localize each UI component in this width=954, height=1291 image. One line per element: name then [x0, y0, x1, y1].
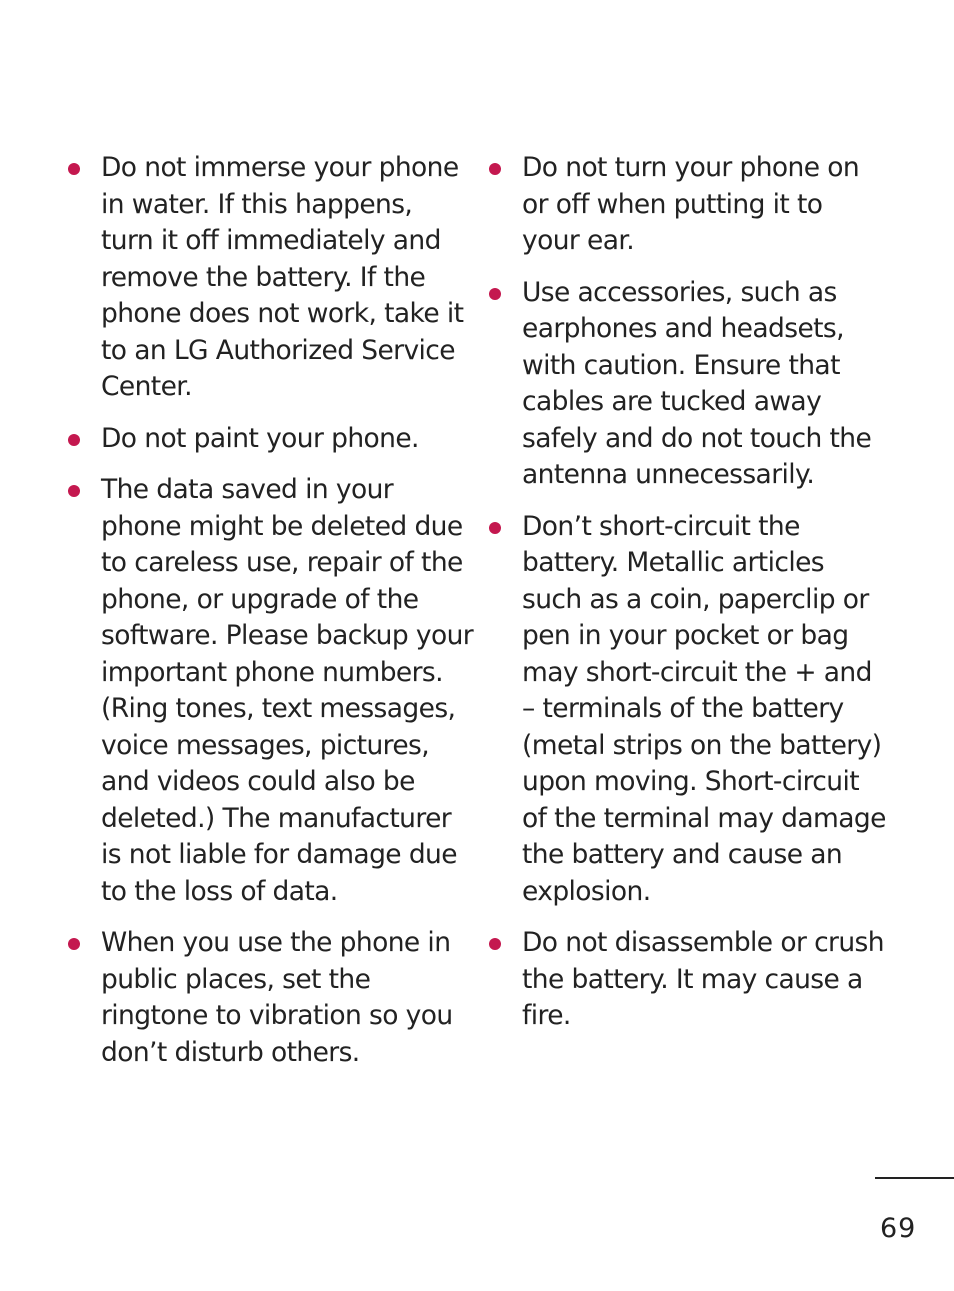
text-line: safely and do not touch the: [522, 422, 872, 454]
text-line: antenna unnecessarily.: [522, 459, 815, 490]
text-line: – terminals of the battery: [522, 693, 844, 724]
text-line: The data saved in your: [101, 474, 394, 505]
text-line: important phone numbers.: [101, 656, 443, 688]
text-line: Don’t short-circuit the: [522, 510, 800, 542]
text-line: phone, or upgrade of the: [101, 583, 419, 615]
text-line: phone does not work, take it: [101, 298, 464, 329]
text-line: and videos could also be: [101, 766, 415, 797]
text-line: upon moving. Short-circuit: [522, 766, 860, 797]
text-line: cables are tucked away: [522, 386, 822, 417]
text-line: in water. If this happens,: [101, 188, 413, 220]
text-line: the battery. It may cause a: [522, 963, 863, 995]
list-item: [66, 421, 446, 458]
text-line: with caution. Ensure that: [522, 349, 840, 381]
text-line: software. Please backup your: [101, 620, 474, 651]
text-line: of the terminal may damage: [522, 802, 886, 834]
text-line: such as a coin, paperclip or: [522, 583, 869, 615]
text-line: (Ring tones, text messages,: [101, 693, 456, 724]
footer-divider: [875, 1177, 954, 1179]
text-line: ringtone to vibration so you: [101, 1000, 453, 1031]
text-line: Do not paint your phone.: [101, 422, 419, 454]
text-line: battery. Metallic articles: [522, 547, 824, 578]
text-line: may short-circuit the + and: [522, 656, 872, 688]
text-line: pen in your pocket or bag: [522, 620, 849, 651]
list-item: [487, 150, 879, 260]
text-line: to the loss of data.: [101, 875, 338, 907]
text-line: Center.: [101, 371, 192, 402]
list-item: [66, 472, 474, 910]
list-item: [66, 150, 464, 406]
bullet-icon: [68, 485, 80, 497]
text-line: earphones and headsets,: [522, 313, 844, 344]
bullet-icon: [68, 434, 80, 446]
bullet-icon: [489, 938, 501, 950]
text-line: or off when putting it to: [522, 188, 823, 220]
text-line: to careless use, repair of the: [101, 547, 463, 578]
text-line: to an LG Authorized Service: [101, 334, 455, 366]
text-line: explosion.: [522, 875, 651, 907]
text-line: (metal strips on the battery): [522, 729, 882, 761]
text-line: is not liable for damage due: [101, 839, 457, 870]
page-number: 69: [880, 1213, 917, 1244]
text-line: fire.: [522, 1000, 571, 1031]
left-column: [66, 150, 474, 1086]
text-line: Do not immerse your phone: [101, 152, 459, 183]
text-line: public places, set the: [101, 963, 371, 995]
text-line: your ear.: [522, 225, 635, 256]
bullet-icon: [68, 163, 80, 175]
text-line: remove the battery. If the: [101, 261, 426, 293]
text-line: Do not turn your phone on: [522, 152, 860, 183]
text-line: turn it off immediately and: [101, 225, 441, 256]
bullet-icon: [489, 288, 501, 300]
text-line: deleted.) The manufacturer: [101, 802, 452, 834]
text-line: don’t disturb others.: [101, 1036, 360, 1068]
text-line: Use accessories, such as: [522, 276, 837, 308]
bullet-icon: [489, 522, 501, 534]
text-line: voice messages, pictures,: [101, 729, 430, 761]
text-line: Do not disassemble or crush: [522, 927, 884, 958]
list-item: [487, 275, 879, 494]
text-line: the battery and cause an: [522, 839, 843, 870]
list-item: [487, 509, 886, 911]
right-column: [487, 150, 886, 1050]
bullet-icon: [68, 938, 80, 950]
text-line: When you use the phone in: [101, 927, 451, 958]
text-line: phone might be deleted due: [101, 510, 463, 542]
list-item: [66, 925, 453, 1071]
bullet-icon: [489, 163, 501, 175]
list-item: [487, 925, 884, 1035]
